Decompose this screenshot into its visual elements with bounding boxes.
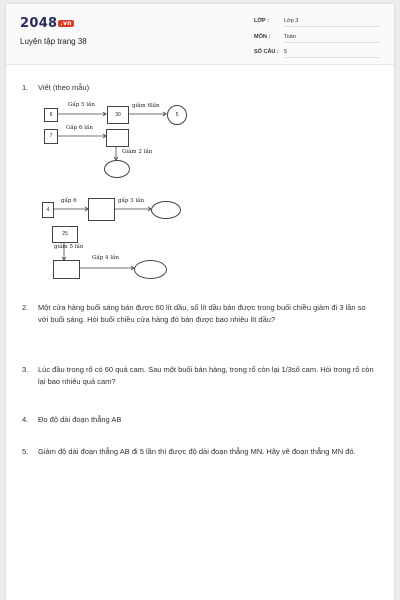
page-title: Luyện tập trang 38 [20,37,87,46]
diagram-arrows [6,4,394,304]
diagram-box-7: 7 [44,129,58,144]
meta-subject-key: MÔN : [254,34,271,40]
question-number: 1. [22,83,29,92]
diagram-label-gap4: Gấp 4 lần [92,255,119,261]
question-number: 4. [22,415,29,424]
meta-subject-value: Toán [284,34,380,43]
logo-text: 2048 [20,16,58,31]
diagram-oval-5: 5 [167,105,187,125]
diagram-label-gap3: gấp 3 lần [118,198,145,204]
diagram-label-giam2: Giảm 2 lần [122,149,153,155]
diagram-oval-empty-2 [151,201,181,219]
meta-class-key: LỚP : [254,18,269,24]
diagram-oval-empty-3 [134,260,167,279]
diagram-label-giam5: giảm 5 lần [54,244,84,250]
meta-class-value: Lớp 3 [284,18,380,27]
diagram-box-4: 4 [42,202,54,218]
diagram-label-gap6-a: Gấp 6 lần [66,125,93,131]
question-number: 5. [22,447,29,456]
question-text: Đo độ dài đoạn thẳng AB [38,415,122,424]
diagram-box-25: 25 [52,226,78,243]
diagram-box-6: 6 [44,108,58,122]
question-number: 3. [22,365,29,374]
diagram-label-giam6: giảm 6lần [132,103,160,109]
question-text: Viết (theo mẫu) [38,83,90,92]
diagram-oval-empty-1 [104,160,130,178]
diagram-label-gap6-b: gấp 6 [61,198,77,204]
question-number: 2. [22,303,29,312]
diagram-label-gap5: Gấp 5 lần [68,102,95,108]
meta-count-value: 5 [284,49,380,58]
worksheet-page [6,4,394,600]
logo-suffix: .vn [60,20,72,27]
diagram-box-empty-2 [88,198,115,221]
meta-count-key: SỐ CÂU : [254,49,279,55]
diagram-box-empty-1 [106,129,129,147]
diagram-box-30: 30 [107,106,129,124]
question-text: Lúc đầu trong rổ có 60 quả cam. Sau một buổi bán hàng, trong rổ còn lại 1/3số cam. Hỏi trong rổ còn lại bao nhiêu quả cam? [38,365,374,386]
diagram-box-empty-3 [53,260,80,279]
question-text: Một cửa hàng buổi sáng bán được 60 lít dầu, số lít dầu bán được trong buổi chiều giảm đi 3 lần so với buổi sáng. Hỏi buổi chiều cửa hàng đó bán được bao nhiêu lít dầu? [38,303,366,324]
question-text: Giảm độ dài đoạn thẳng AB đi 5 lần thì được độ dài đoạn thẳng MN. Hãy vẽ đoạn thẳng MN đó. [38,447,356,456]
